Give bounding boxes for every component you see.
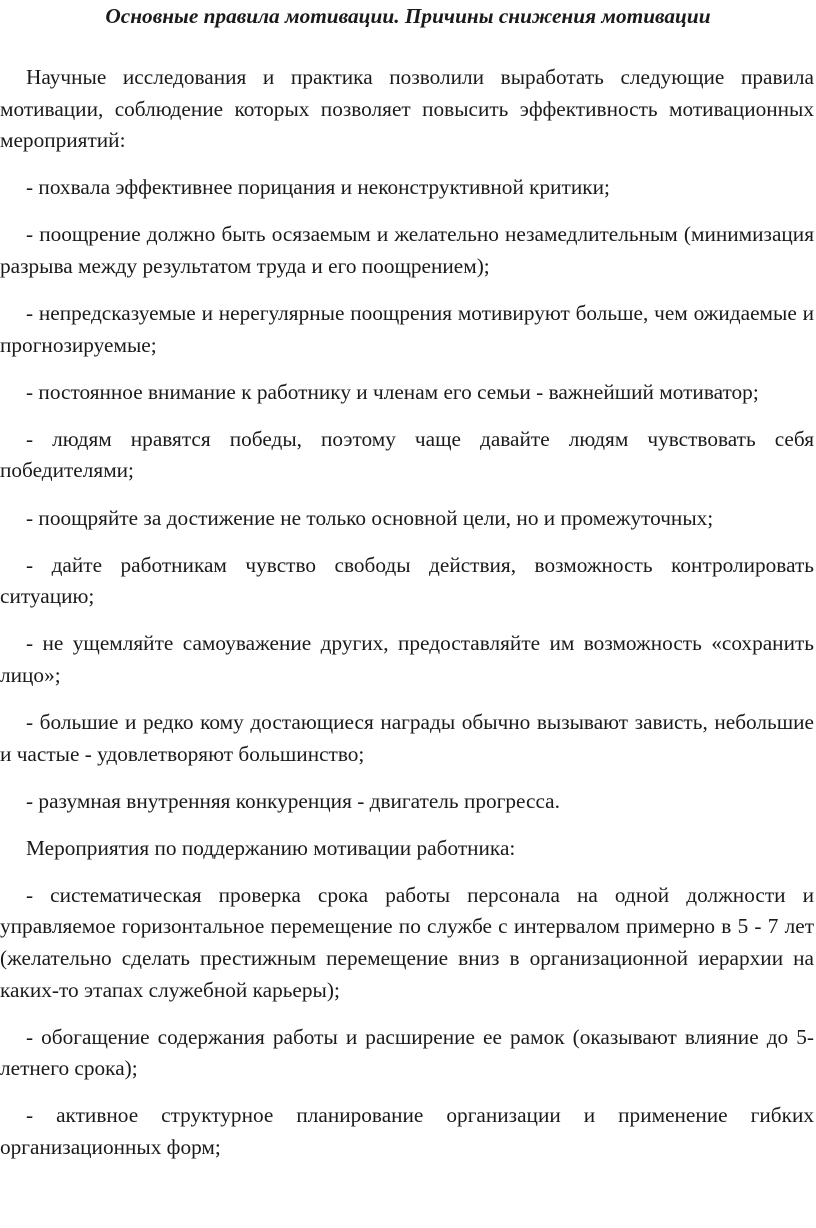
paragraph-rule: - поощряйте за достижение не только основной цели, но и промежуточных; (26, 505, 714, 530)
paragraph-intro: Научные исследования и практика позволили выработать следующие правила мотивации, соблюдение которых позволяет повысить эффективность мотивационных мероприятий: (0, 65, 814, 153)
paragraph-rule: - дайте работникам чувство свободы действия, возможность контролировать ситуацию; (0, 552, 814, 609)
paragraph-measure: - обогащение содержания работы и расширение ее рамок (оказывают влияние до 5-летнего срока); (0, 1024, 814, 1081)
document-body (0, 62, 814, 1179)
paragraph-rule: - похвала эффективнее порицания и неконструктивной критики; (26, 175, 610, 200)
paragraph-rule: - большие и редко кому достающиеся награды обычно вызывают зависть, небольшие и частые - удовлетворяют большинство; (0, 710, 814, 766)
paragraph-rule: - не ущемляйте самоуважение других, предоставляйте им возможность «сохранить лицо»; (0, 631, 814, 687)
paragraph-rule: - постоянное внимание к работнику и членам его семьи - важнейший мотиватор; (26, 379, 759, 404)
paragraph-measure: - активное структурное планирование организации и применение гибких организационных форм; (0, 1103, 814, 1160)
paragraph-rule: - поощрение должно быть осязаемым и желательно незамедлительным (минимизация разрыва между результатом труда и его поощрением); (0, 222, 814, 278)
document-title: Основные правила мотивации. Причины снижения мотивации (105, 4, 711, 28)
paragraph-measure: - систематическая проверка срока работы персонала на одной должности и управляемое горизонтальное перемещение по службе с интервалом примерно в 5 - 7 лет (желательно сделать престижным перемещение вниз в организационной иерархии на каких-то этапах служебной карьеры); (0, 882, 814, 1002)
paragraph-rule: - разумная внутренняя конкуренция - двигатель прогресса. (26, 788, 560, 813)
paragraph-measures-heading: Мероприятия по поддержанию мотивации работника: (26, 835, 516, 860)
paragraph-rule: - непредсказуемые и нерегулярные поощрения мотивируют больше, чем ожидаемые и прогнозируемые; (0, 301, 814, 357)
paragraph-rule: - людям нравятся победы, поэтому чаще давайте людям чувствовать себя победителями; (0, 426, 814, 483)
